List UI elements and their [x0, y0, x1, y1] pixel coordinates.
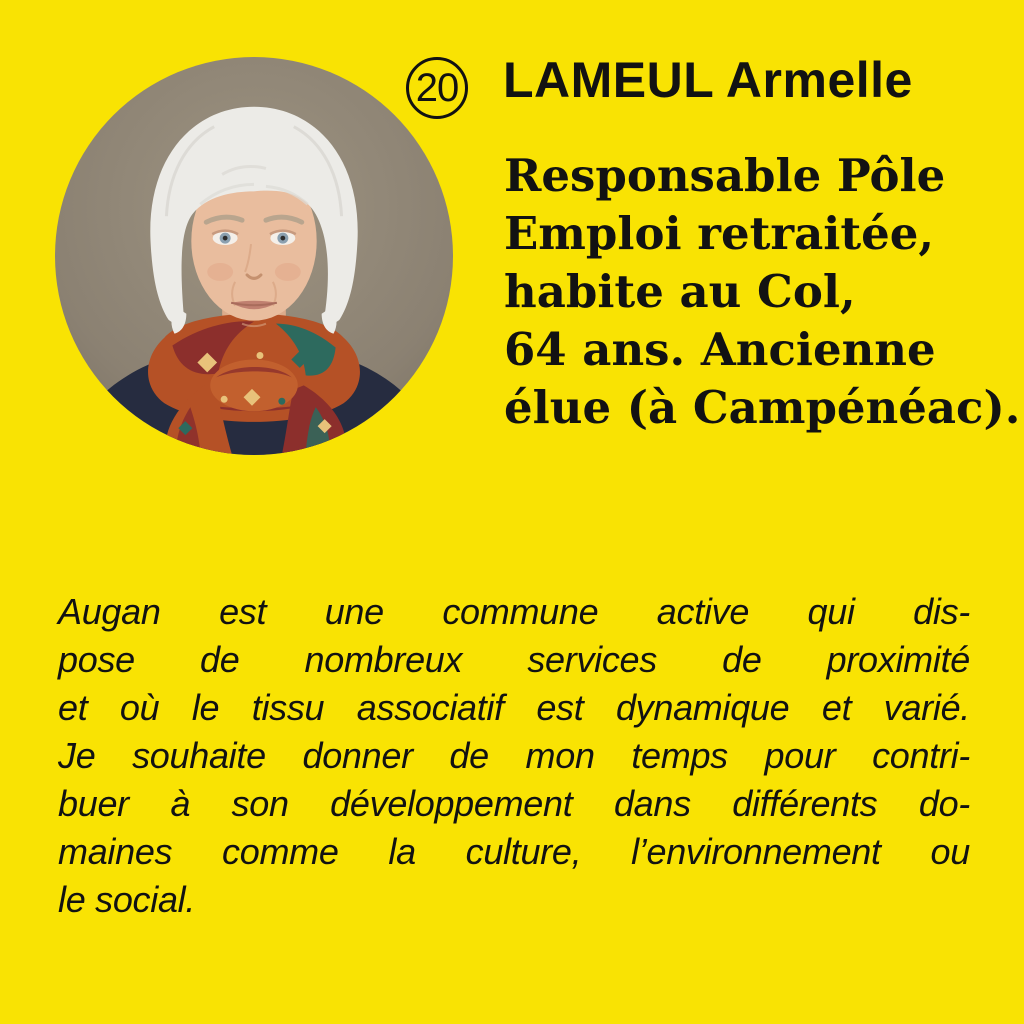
statement-line: le social.: [58, 879, 196, 920]
candidate-statement: [58, 588, 970, 924]
role-line: 64 ans. Ancienne: [504, 323, 936, 376]
statement-line: et où le tissu associatif est dynamique et varié.: [58, 687, 970, 728]
candidate-name: LAMEUL Armelle: [503, 52, 913, 108]
statement-line: buer à son développement dans différents do-: [58, 783, 970, 824]
statement-line: Augan est une commune active qui dis-: [58, 591, 970, 632]
role-line: habite au Col,: [504, 265, 856, 318]
profile-photo: [55, 57, 453, 455]
role-line: Responsable Pôle: [504, 149, 946, 202]
statement-line: pose de nombreux services de proximité: [58, 639, 970, 680]
portrait-illustration: [55, 57, 453, 455]
candidate-role: [504, 147, 1021, 437]
role-line: élue (à Campénéac).: [504, 381, 1021, 434]
statement-line: maines comme la culture, l’environnement ou: [58, 831, 970, 872]
candidate-number: 20: [415, 65, 459, 110]
statement-line: Je souhaite donner de mon temps pour contri-: [58, 735, 970, 776]
role-line: Emploi retraitée,: [504, 207, 935, 260]
candidate-number-badge: [406, 57, 468, 119]
